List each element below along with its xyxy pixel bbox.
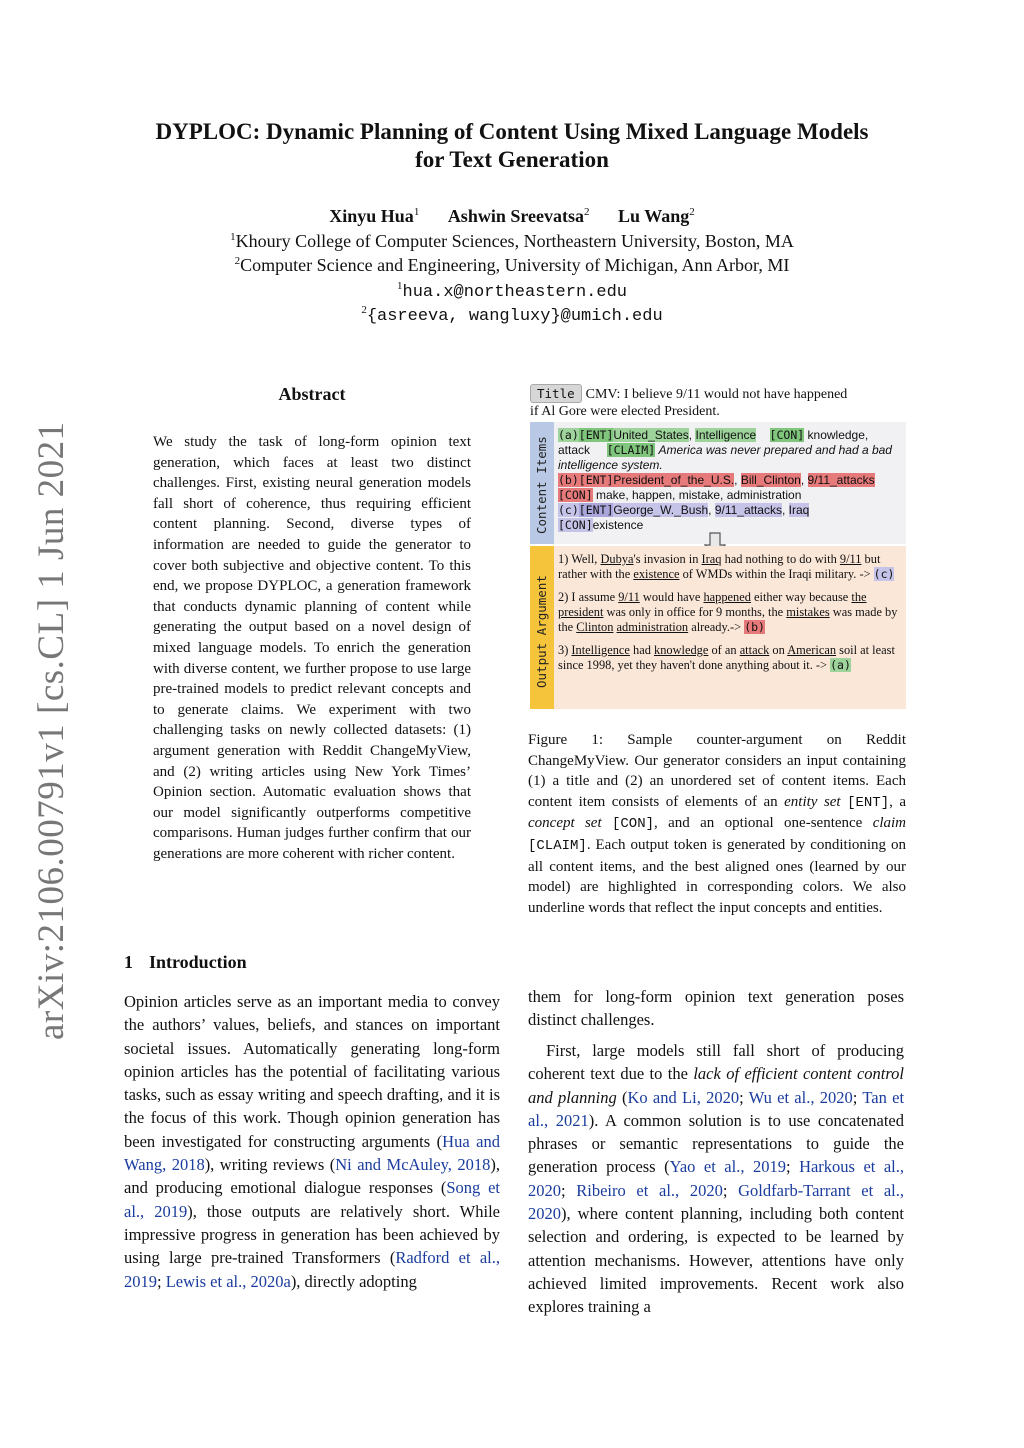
citation-link[interactable]: Wu et al., 2020 [748,1087,853,1107]
intro-paragraph-col2-top: them for long-form opinion text generation poses distinct challenges. [528,987,904,1030]
intro-paragraph-col1: Opinion articles serve as an important media to convey the authors’ values, beliefs, and stances on important societal issues. Automatically generating long-form opinion articles has the potential of facilitating various tasks, such as essay writing and speech drafting, and it is the focus of this work. Though opinion generation has been investigated for constructing arguments (Hua and Wang, 2018), writing reviews (Ni and McAuley, 2018), and producing emotional dialogue responses (Song et al., 2019), those outputs are relatively short. While impressive progress in generation has been achieved by using large pre-trained Transformers (Radford et al., 2019; Lewis et al., 2020a), directly adopting [124,992,501,1291]
output-argument-label: Output Argument [534,575,549,688]
citation-link[interactable]: Goldfarb-Tarrant et al., 2020 [528,1180,904,1224]
citation-link[interactable]: Tan et al., 2021 [528,1087,905,1130]
affiliation: $^1$Khoury College of Computer Sciences, Northeastern University, Boston, MA [230,231,794,251]
citation-link[interactable]: Radford et al., 2019 [124,1248,500,1291]
citation-link[interactable]: Ribeiro et al., 2020 [576,1180,723,1200]
content-items-panel [530,422,906,544]
content-items-label: Content Items [534,436,549,534]
content-item-b: (b)[ENT]President_of_the_U.S., Bill_Clinton, 9/11_attacks [CON] make, happen, mistake, administration [558,473,875,502]
output-argument-panel [530,546,906,709]
citation-link[interactable]: Ko and Li, 2020 [627,1087,740,1107]
author: Ashwin Sreevatsa$^2$ [447,206,590,226]
section-heading: 1 Introduction [124,952,247,972]
content-item-a: (a)[ENT]United_States, Intelligence [CON] knowledge, attack [CLAIM] America was never prepared and had a bad intelligence system. [558,428,892,472]
email: $^1$hua.x@northeastern.edu [397,280,627,302]
title-line-1: DYPLOC: Dynamic Planning of Content Using Mixed Language Models [155,119,869,144]
output-sentence-1: 1) Well, Dubya's invasion in Iraq had nothing to do with 9/11 but rather with the existence of WMDs within the Iraqi military. -> (c) [558,552,895,581]
author: Xinyu Hua$^1$ [329,206,420,226]
output-sentence-3: 3) Intelligence had knowledge of an attack on American soil at least since 1998, yet they haven't done anything about it. -> (a) [558,643,895,672]
author-list [100,206,924,227]
citation-link[interactable]: Lewis et al., 2020a [165,1271,291,1291]
content-items-list [558,428,903,533]
title-line-2: for Text Generation [415,147,609,172]
paper-title [100,118,924,174]
citation-link[interactable]: Harkous et al., 2020 [528,1157,905,1200]
citation-link[interactable]: Ni and McAuley, 2018 [335,1155,491,1175]
content-item-c: (c)[ENT]George_W._Bush, 9/11_attacks, Iraq [CON]existence [558,503,810,532]
output-argument-label-bar [530,546,554,709]
affiliation: $^2$Computer Science and Engineering, University of Michigan, Ann Arbor, MI [234,255,790,275]
figure-title-block: Title CMV: I believe 9/11 would not have happened if Al Gore were elected President. [530,386,848,419]
author: Lu Wang$^2$ [618,206,695,226]
citation-link[interactable]: Yao et al., 2019 [669,1157,786,1177]
abstract-text: We study the task of long-form opinion text generation, which faces at least two distinct challenges. First, existing neural generation models fall short of coherence, thus requiring efficient content planning. Second, diverse types of information are needed to guide the generator to cover both subjective and objective content. To this end, we propose DYPLOC, a generation framework that conducts dynamic planning of content while generating the output based on a novel design of mixed language models. To enrich the generation with diverse content, we further propose to use large pre-trained models to predict relevant concepts and to generate claims. We experiment with two challenging tasks on newly collected datasets: (1) argument generation with Reddit ChangeMyView, and (2) writing articles using New York Times’ Opinion section. Automatic evaluation shows that our model significantly outperforms competitive comparisons. Human judges further confirm that our generations are more coherent with richer content. [153,434,471,862]
citation-link[interactable]: Song et al., 2019 [124,1178,500,1221]
title-tag: Title [530,384,582,403]
arxiv-id: arXiv:2106.00791v1 [cs.CL] 1 Jun 2021 [31,421,72,1040]
abstract-heading: Abstract [278,384,346,404]
content-items-label-bar [530,422,554,544]
output-sentence-2: 2) I assume 9/11 would have happened either way because the president was only in office for 9 months, the mistakes was made by the Clinton administration already.-> (b) [558,590,898,634]
citation-link[interactable]: Hua and Wang, 2018 [124,1131,500,1175]
output-argument-text [558,552,903,681]
intro-paragraph-col2: First, large models still fall short of producing coherent text due to the lack of efficient content control and planning (Ko and Li, 2020; Wu et al., 2020; Tan et al., 2021). A common solution is to use concatenated phrases or semantic representations to guide the generation process (Yao et al., 2019; Harkous et al., 2020; Ribeiro et al., 2020; Goldfarb-Tarrant et al., 2020), where content planning, including both content selection and ordering, is expected to be learned by attention mechanisms. However, attentions have only achieved limited improvements. Recent work also explores training a [528,1041,905,1317]
email: $^2${asreeva, wangluxy}@umich.edu [361,304,663,326]
figure-caption: Figure 1: Sample counter-argument on Reddit ChangeMyView. Our generator considers an input containing (1) a title and (2) an unordered set of content items. Each content item consists of elements of an entity set [ENT], a concept set [CON], and an optional one-sentence claim [CLAIM]. Each output token is generated by conditioning on all content items, and the best aligned ones (learned by our model) are highlighted in corresponding colors. We also underline words that reflect the input concepts and entities. [528,732,907,916]
